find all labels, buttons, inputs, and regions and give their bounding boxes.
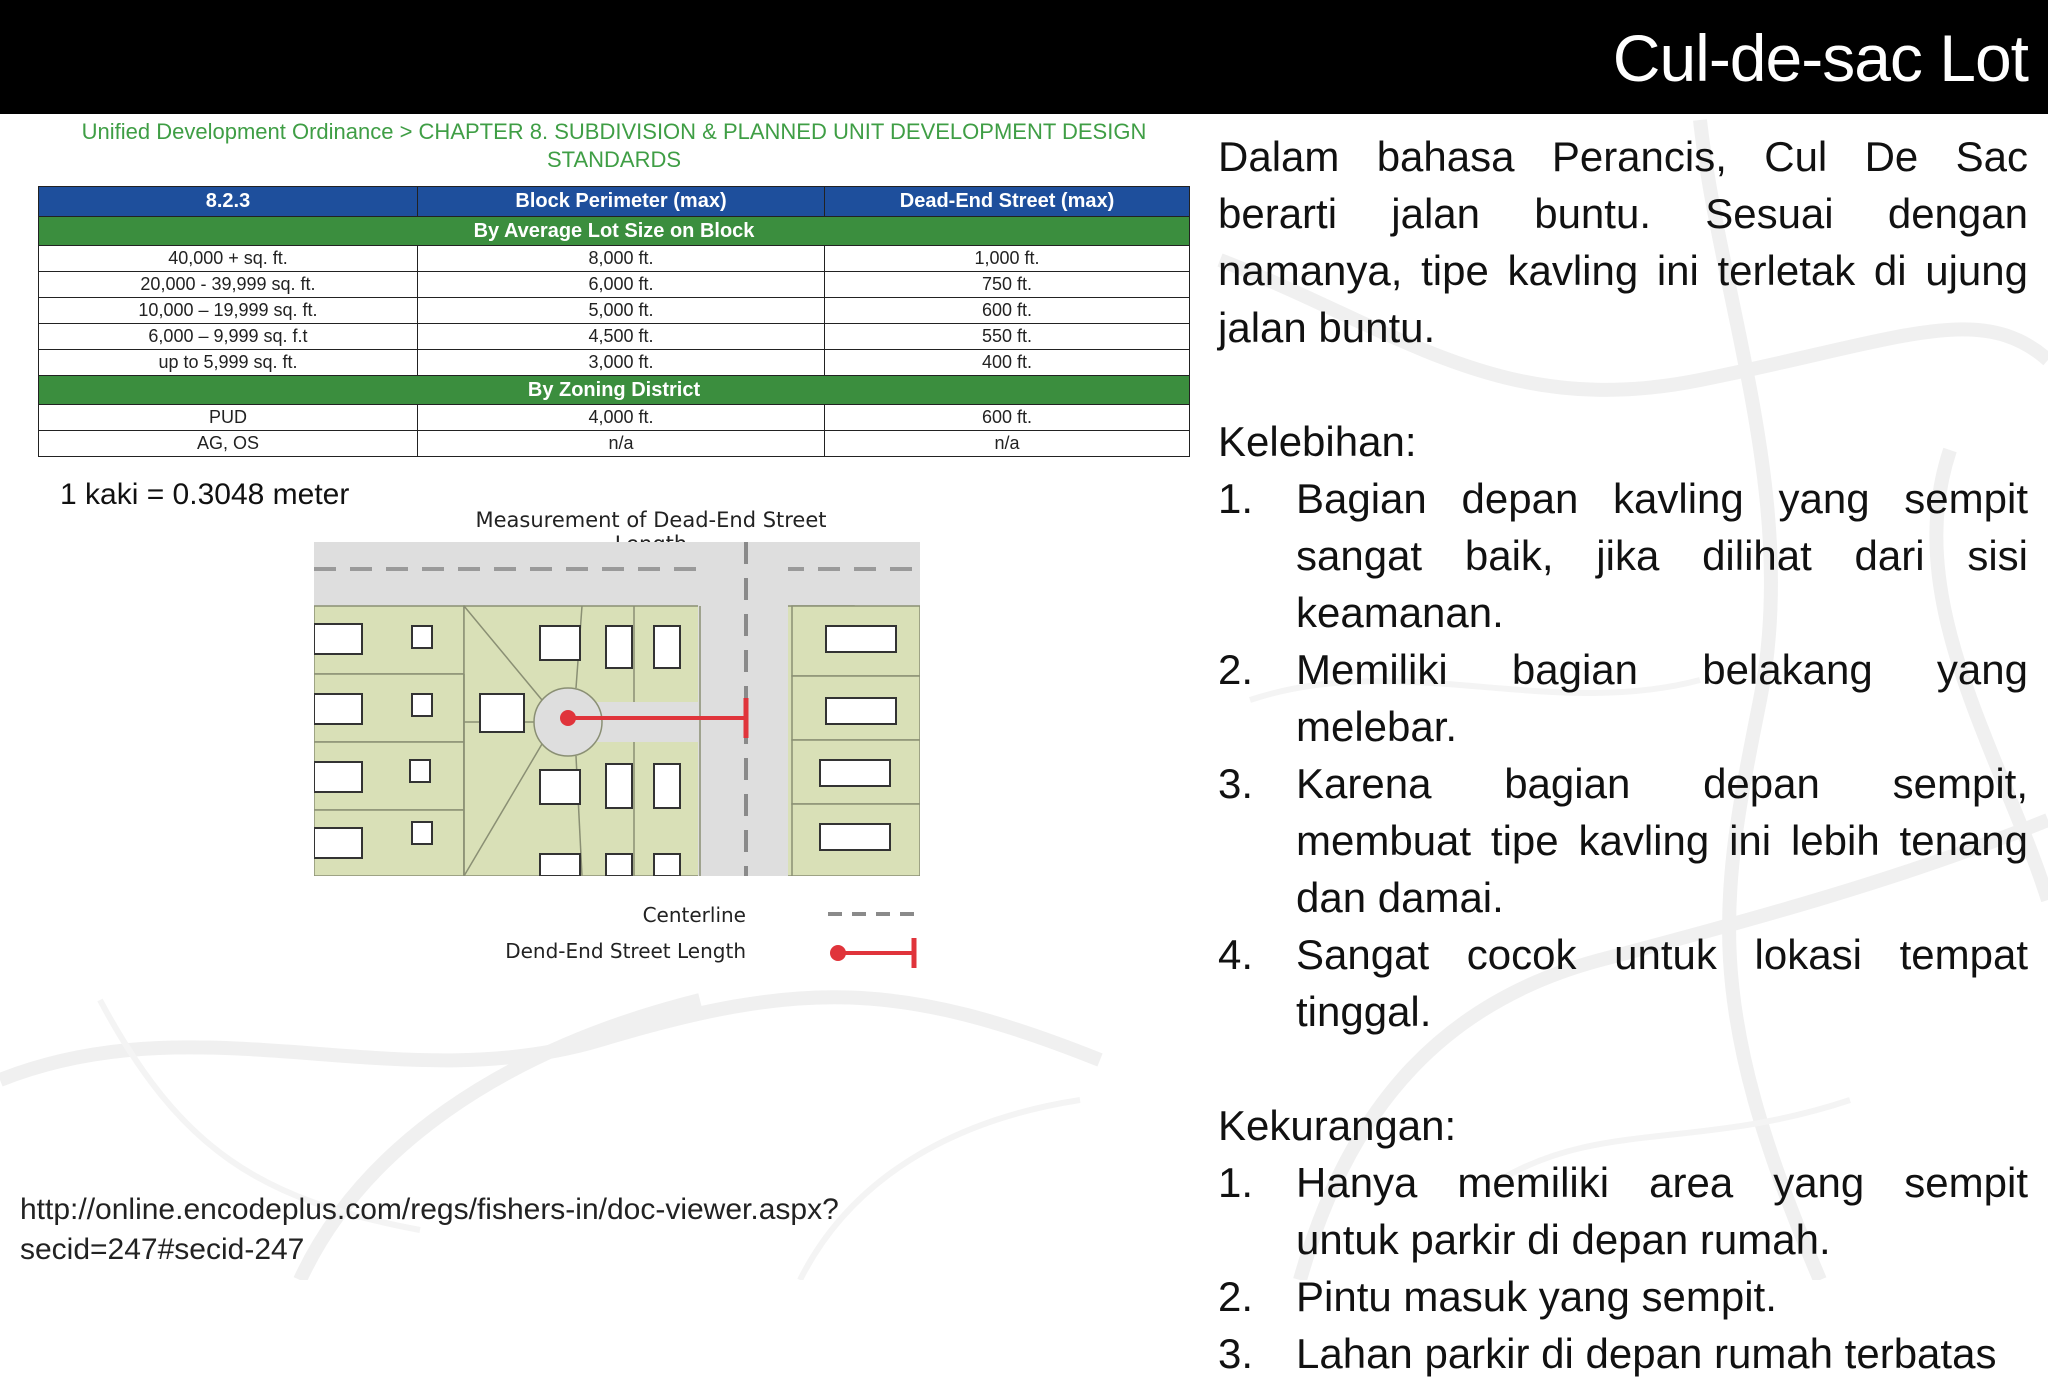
list-item: [1218, 1154, 2028, 1268]
table-cell: 6,000 ft.: [417, 272, 824, 298]
table-cell: 600 ft.: [825, 298, 1190, 324]
table-cell: 400 ft.: [825, 350, 1190, 376]
house-footprint: [826, 626, 896, 652]
list-item: [1218, 926, 2028, 1040]
advantages-list: [1218, 470, 2028, 1040]
house-footprint: [412, 822, 432, 844]
cul-de-sac-diagram: [314, 542, 920, 876]
list-number: 1.: [1218, 1159, 1254, 1206]
through-street: [698, 542, 788, 876]
table-cell: 3,000 ft.: [417, 350, 824, 376]
house-footprint: [540, 770, 580, 804]
section-label: By Average Lot Size on Block: [39, 217, 1190, 246]
legend-dead-end-label: Dend-End Street Length: [505, 939, 746, 963]
house-footprint: [826, 698, 896, 724]
house-footprint: [654, 626, 680, 668]
list-text: Lahan parkir di depan rumah terbatas: [1296, 1330, 1997, 1377]
table-cell: n/a: [825, 431, 1190, 457]
house-footprint: [412, 694, 432, 716]
table-cell: n/a: [417, 431, 824, 457]
house-footprint: [412, 626, 432, 648]
list-text: Memiliki bagian belakang yang melebar.: [1296, 646, 2028, 750]
list-number: 3.: [1218, 1330, 1254, 1377]
table-cell: 10,000 – 19,999 sq. ft.: [39, 298, 418, 324]
house-footprint: [540, 854, 580, 876]
table-row: [39, 272, 1190, 298]
table-cell: 6,000 – 9,999 sq. f.t: [39, 324, 418, 350]
title-bar: [0, 0, 2048, 114]
dead-end-length-start-dot: [560, 710, 576, 726]
house-footprint: [654, 764, 680, 808]
table-cell: 750 ft.: [825, 272, 1190, 298]
table-cell: 4,500 ft.: [417, 324, 824, 350]
house-footprint: [540, 626, 580, 660]
house-footprint: [314, 828, 362, 858]
house-footprint: [820, 760, 890, 786]
description-column: [1218, 128, 2028, 1382]
house-footprint: [606, 854, 632, 876]
table-row: [39, 298, 1190, 324]
standards-table: [38, 186, 1190, 457]
house-footprint: [314, 694, 362, 724]
house-footprint: [820, 824, 890, 850]
house-footprint: [606, 764, 632, 808]
table-row: [39, 324, 1190, 350]
section-row-zoning: [39, 376, 1190, 405]
header-cell: 8.2.3: [39, 187, 418, 217]
list-item: [1218, 1325, 2028, 1382]
list-text: Pintu masuk yang sempit.: [1296, 1273, 1777, 1320]
disadvantages-heading: Kekurangan:: [1218, 1102, 1457, 1149]
table-cell: 550 ft.: [825, 324, 1190, 350]
list-item: [1218, 470, 2028, 641]
list-number: 2.: [1218, 1273, 1254, 1320]
table-row: [39, 405, 1190, 431]
list-text: Karena bagian depan sempit, membuat tipe kavling ini lebih tenang dan damai.: [1296, 760, 2028, 921]
table-cell: up to 5,999 sq. ft.: [39, 350, 418, 376]
list-number: 2.: [1218, 646, 1254, 693]
list-text: Sangat cocok untuk lokasi tempat tinggal.: [1296, 931, 2028, 1035]
section-label: By Zoning District: [39, 376, 1190, 405]
advantages-heading: Kelebihan:: [1218, 418, 1417, 465]
house-footprint: [654, 854, 680, 876]
list-item: [1218, 755, 2028, 926]
table-cell: 5,000 ft.: [417, 298, 824, 324]
list-number: 3.: [1218, 760, 1254, 807]
list-item: [1218, 641, 2028, 755]
legend-centerline-label: Centerline: [642, 903, 746, 927]
table-row: [39, 431, 1190, 457]
list-number: 1.: [1218, 475, 1254, 522]
table-cell: 1,000 ft.: [825, 246, 1190, 272]
ordinance-caption: Unified Development Ordinance > CHAPTER 8. SUBDIVISION & PLANNED UNIT DEVELOPMENT DESIGN STANDARDS: [81, 119, 1147, 172]
diagram-title: Measurement of Dead-End Street: [475, 508, 827, 532]
table-cell: 20,000 - 39,999 sq. ft.: [39, 272, 418, 298]
table-cell: AG, OS: [39, 431, 418, 457]
list-number: 4.: [1218, 931, 1254, 978]
table-header-row: [39, 187, 1190, 217]
list-item: [1218, 1268, 2028, 1325]
slide-title: Cul-de-sac Lot: [1612, 21, 2028, 95]
house-footprint: [606, 626, 632, 668]
table-cell: 600 ft.: [825, 405, 1190, 431]
house-footprint: [314, 624, 362, 654]
table-row: [39, 350, 1190, 376]
table-row: [39, 246, 1190, 272]
section-row-lot-size: [39, 217, 1190, 246]
header-cell: Block Perimeter (max): [417, 187, 824, 217]
table-cell: PUD: [39, 405, 418, 431]
house-footprint: [410, 760, 430, 782]
house-footprint: [314, 762, 362, 792]
legend-dead-end-dot: [830, 945, 846, 961]
table-cell: 8,000 ft.: [417, 246, 824, 272]
list-text: Bagian depan kavling yang sempit sangat baik, jika dilihat dari sisi keamanan.: [1296, 475, 2028, 636]
header-cell: Dead-End Street (max): [825, 187, 1190, 217]
legend-symbols: [826, 900, 918, 972]
house-footprint: [480, 694, 524, 732]
table-cell: 4,000 ft.: [417, 405, 824, 431]
source-url-link[interactable]: http://online.encodeplus.com/regs/fishers-in/doc-viewer.aspx?secid=247#secid-247: [20, 1193, 839, 1266]
disadvantages-list: [1218, 1154, 2028, 1382]
table-cell: 40,000 + sq. ft.: [39, 246, 418, 272]
unit-conversion-note: 1 kaki = 0.3048 meter: [60, 478, 350, 511]
list-text: Hanya memiliki area yang sempit untuk parkir di depan rumah.: [1296, 1159, 2028, 1263]
intro-paragraph: Dalam bahasa Perancis, Cul De Sac berarti jalan buntu. Sesuai dengan namanya, tipe kavling ini terletak di ujung jalan buntu.: [1218, 133, 2028, 351]
